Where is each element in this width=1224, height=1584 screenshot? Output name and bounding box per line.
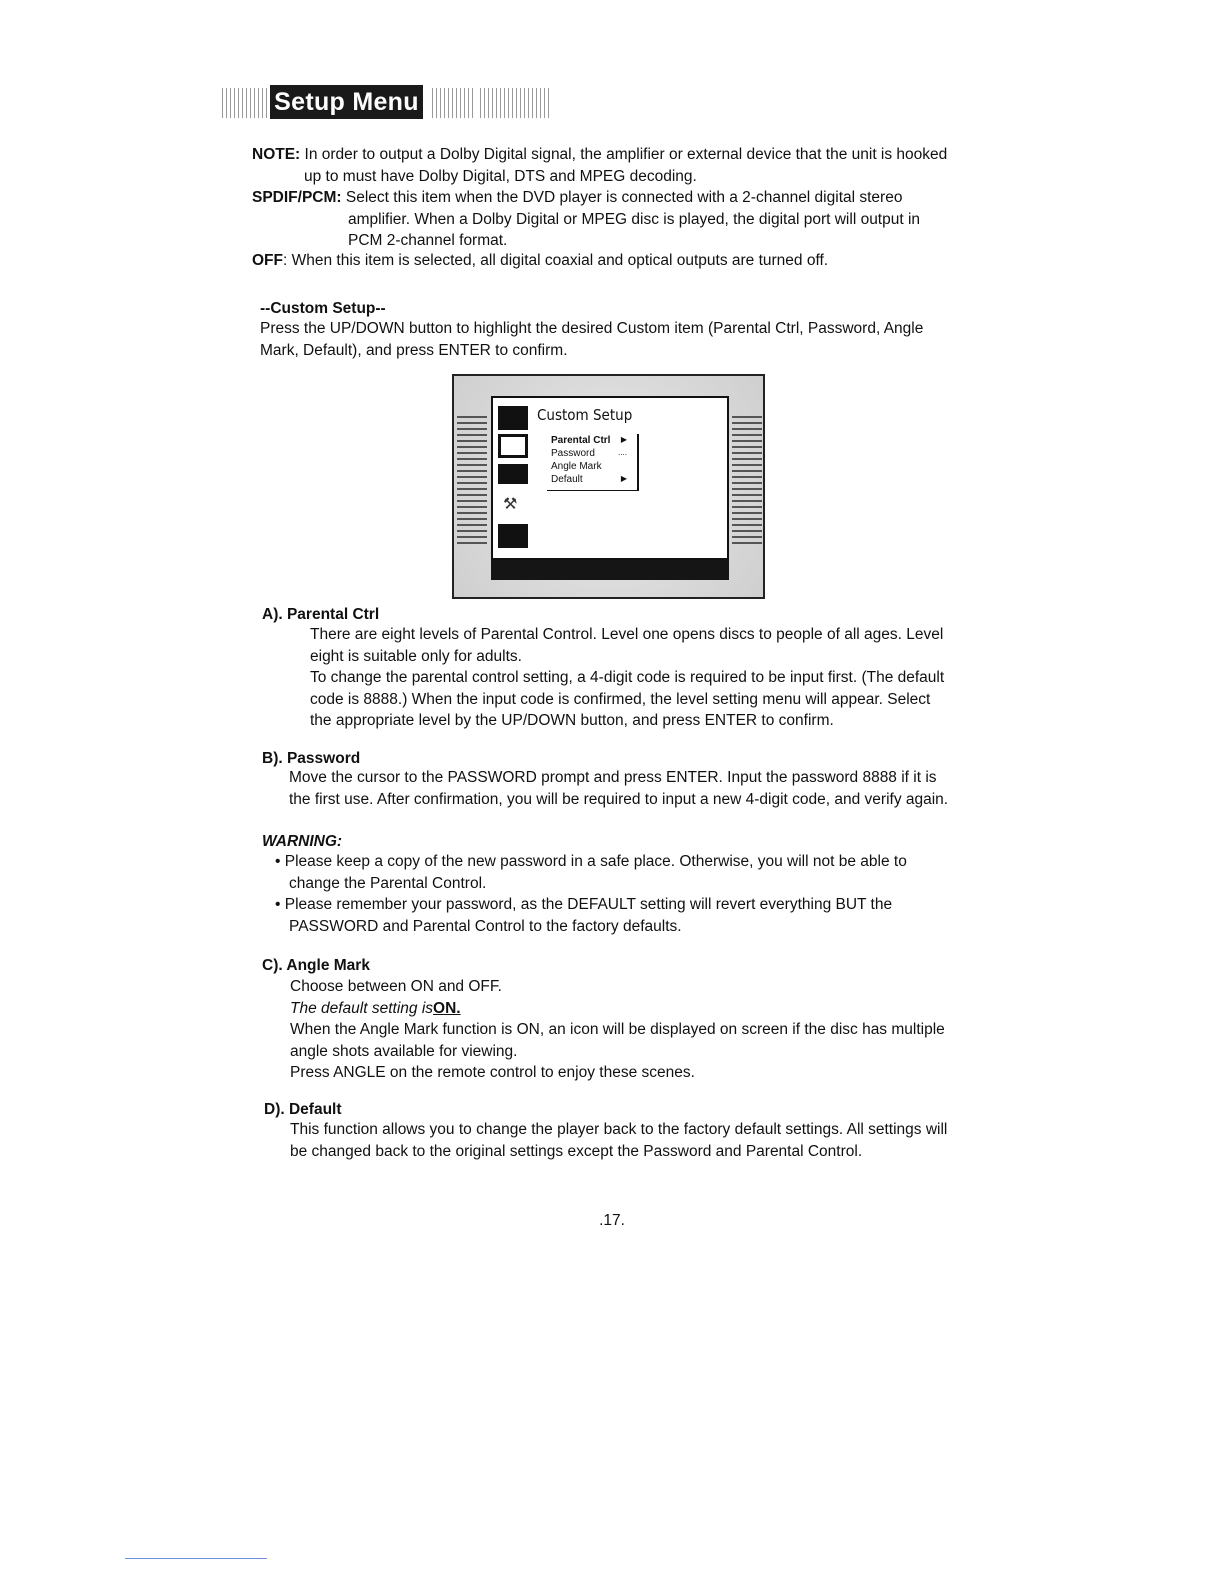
spdif-paragraph (252, 187, 992, 252)
section-c-body (290, 976, 990, 1084)
off-label: OFF (252, 252, 283, 269)
osd-submenu (547, 434, 639, 491)
arrow-right-icon: ▶ (620, 474, 627, 483)
osd-item-angle-mark[interactable] (551, 461, 635, 474)
osd-item-label: Angle Mark (551, 461, 602, 472)
section-c-line: When the Angle Mark function is ON, an icon will be displayed on screen if the disc has multiple (290, 1021, 945, 1038)
header-dots-right (480, 88, 550, 118)
spdif-text-2: amplifier. When a Dolby Digital or MPEG disc is played, the digital port will output in (348, 210, 921, 228)
osd-item-label: Password (551, 448, 595, 459)
section-c-heading: C). Angle Mark (262, 957, 370, 974)
note-text-2: up to must have Dolby Digital, DTS and MPEG decoding. (304, 167, 697, 185)
ellipsis-marker: .... (618, 448, 627, 457)
section-c-line: Press ANGLE on the remote control to enjoy these scenes. (290, 1064, 695, 1081)
osd-menu-panel (491, 396, 729, 560)
warning-line: change the Parental Control. (289, 874, 487, 892)
arrow-right-icon: ▶ (620, 435, 627, 444)
spdif-text-3: PCM 2-channel format. (348, 232, 508, 249)
off-paragraph (252, 250, 992, 272)
osd-stripes-left (457, 416, 487, 544)
page-number: .17. (599, 1212, 625, 1229)
off-text: : When this item is selected, all digital coaxial and optical outputs are turned off. (283, 252, 829, 269)
osd-item-label: Default (551, 474, 583, 485)
spdif-text-1: Select this item when the DVD player is connected with a 2-channel digital stereo (345, 189, 903, 206)
osd-item-label: Parental Ctrl (551, 435, 611, 446)
section-b-line: Move the cursor to the PASSWORD prompt and press ENTER. Input the password 8888 if it is (289, 769, 937, 786)
osd-stripes-right (732, 416, 762, 544)
osd-screen (452, 374, 765, 599)
note-paragraph (252, 144, 992, 187)
section-d-heading: D). Default (264, 1101, 342, 1118)
section-d-body (290, 1119, 990, 1162)
section-c-line: angle shots available for viewing. (290, 1042, 518, 1060)
osd-item-parental-ctrl[interactable] (551, 435, 635, 448)
video-icon (498, 434, 528, 458)
section-d-line: be changed back to the original settings except the Password and Parental Control. (290, 1142, 863, 1160)
osd-title: Custom Setup (537, 406, 633, 424)
warning-line: • Please remember your password, as the DEFAULT setting will revert everything BUT the (275, 896, 893, 913)
language-icon (498, 406, 528, 430)
warning-line: • Please keep a copy of the new password in a safe place. Otherwise, you will not be able to (275, 853, 907, 870)
custom-setup-paragraph (260, 318, 980, 361)
warning-body (275, 851, 990, 937)
custom-setup-heading: --Custom Setup-- (260, 300, 386, 317)
warning-line: PASSWORD and Parental Control to the factory defaults. (289, 917, 682, 935)
osd-item-password[interactable] (551, 448, 635, 461)
osd-item-default[interactable] (551, 474, 635, 487)
section-b-heading: B). Password (262, 750, 361, 767)
osd-status-bar (491, 560, 729, 580)
wrench-icon: ⚒ (503, 496, 518, 513)
section-a-line: To change the parental control setting, a 4-digit code is required to be input first. (The default (310, 669, 945, 686)
section-b-body (289, 767, 989, 810)
audio-icon (498, 464, 528, 484)
note-text-1: In order to output a Dolby Digital signal, the amplifier or external device that the unit is hooked (304, 146, 948, 163)
section-c-line: Choose between ON and OFF. (290, 978, 502, 995)
section-a-line: code is 8888.) When the input code is confirmed, the level setting menu will appear. Select (310, 690, 931, 708)
section-a-line: the appropriate level by the UP/DOWN button, and press ENTER to confirm. (310, 712, 834, 729)
warning-heading: WARNING: (262, 833, 343, 850)
header-dots-left (222, 88, 268, 118)
exit-icon (498, 524, 528, 548)
note-label: NOTE: (252, 146, 301, 163)
section-a-line: eight is suitable only for adults. (310, 647, 522, 665)
header-dots-mid (432, 88, 474, 118)
section-d-line: This function allows you to change the player back to the factory default settings. All settings will (290, 1121, 948, 1138)
page-title: Setup Menu (270, 85, 423, 119)
custom-text-1: Press the UP/DOWN button to highlight the desired Custom item (Parental Ctrl, Password, Angle (260, 320, 924, 337)
section-a-heading: A). Parental Ctrl (262, 606, 380, 623)
spdif-label: SPDIF/PCM: (252, 189, 342, 206)
section-c-default-line (290, 998, 990, 1020)
default-value: ON. (433, 999, 461, 1017)
section-a-line: There are eight levels of Parental Control. Level one opens discs to people of all ages. Level (310, 626, 944, 643)
section-b-line: the first use. After confirmation, you will be required to input a new 4-digit code, and verify again. (289, 790, 949, 808)
section-a-body (310, 624, 990, 732)
custom-text-2: Mark, Default), and press ENTER to confirm. (260, 341, 568, 359)
footer-divider (125, 1558, 267, 1559)
default-prefix: The default setting is (290, 999, 434, 1017)
